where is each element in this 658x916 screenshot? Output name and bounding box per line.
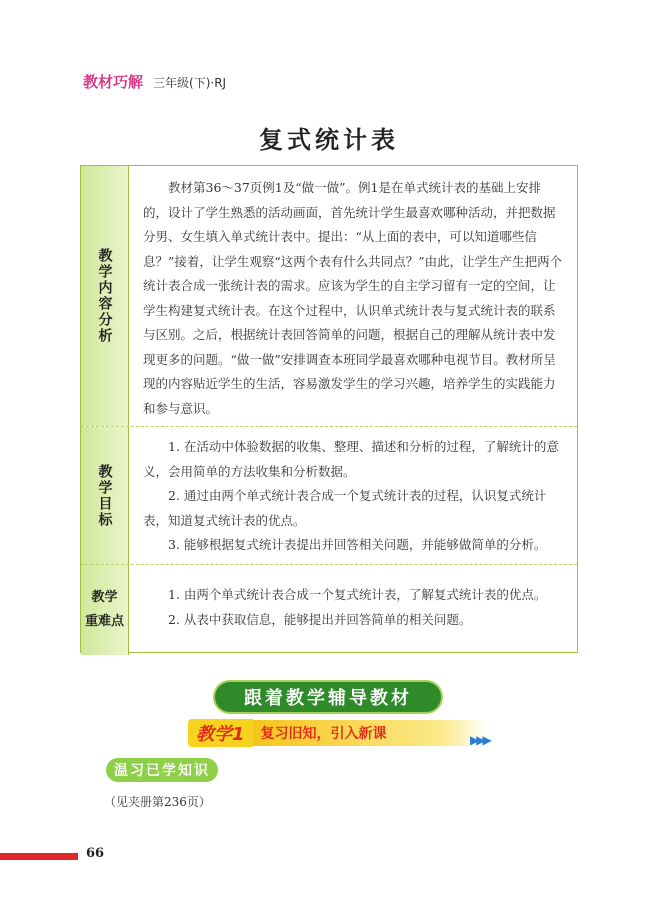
grade-label: 三年级(下)·RJ	[153, 76, 227, 90]
key-points-label-line2: 重难点	[84, 614, 124, 629]
key-points-row	[81, 564, 577, 655]
reference-note: （见夹册第236页）	[104, 795, 211, 809]
teaching-goals-text	[129, 427, 577, 565]
list-item: 3. 能够根据复式统计表提出并回答相关问题，并能够做简单的分析。	[168, 537, 547, 552]
lesson-heading	[188, 719, 488, 747]
footer-bar	[0, 853, 78, 860]
page-number: 66	[86, 846, 105, 861]
section-banner-text: 跟着教学辅导教材	[244, 688, 412, 709]
key-points-label-line1: 教学	[91, 590, 118, 605]
content-analysis-label: 教学内容分析	[96, 248, 113, 344]
paragraph: 教材第36～37页例1及“做一做”。例1是在单式统计表的基础上安排的，设计了学生熟悉的活动画面，首先统计学生最喜欢哪种活动，并把数据分男、女生填入单式统计表中。提出：“从上面的表中，可以知道哪些信息？”接着，让学生观察“这两个表有什么共同点？”由此，让学生产生把两个统计表合成一张统计表的需求。应该为学生的自主学习留有一定的空间，让学生构建复式统计表。在这个过程中，认识单式统计表与复式统计表的联系与区别。之后，根据统计表回答简单的问题，根据自己的理解从统计表中发现更多的问题。“做一做”安排调查本班同学最喜欢哪种电视节目。教材所呈现的内容贴近学生的生活，容易激发学生的学习兴趣，培养学生的实践能力和参与意识。	[143, 180, 563, 416]
brand-title: 教材巧解	[83, 73, 144, 91]
list-item: 1. 由两个单式统计表合成一个复式统计表，了解复式统计表的优点。	[168, 587, 547, 602]
analysis-table	[80, 165, 578, 653]
row-label-cell	[81, 427, 129, 565]
teaching-goals-row	[81, 426, 577, 565]
list-item: 2. 从表中获取信息，能够提出并回答简单的相关问题。	[168, 611, 472, 627]
row-label-cell	[81, 565, 129, 655]
section-banner	[213, 680, 443, 714]
list-item: 1. 在活动中体验数据的收集、整理、描述和分析的过程，了解统计的意义，会用简单的方法收集和分析数据。	[143, 439, 559, 479]
lesson-title: 复习旧知，引入新课	[253, 720, 488, 746]
list-item: 2. 通过由两个单式统计表合成一个复式统计表的过程，认识复式统计表，知道复式统计表的优点。	[143, 488, 547, 528]
review-tag: 温习已学知识	[106, 758, 218, 782]
lesson-tag: 教学1	[188, 719, 253, 747]
page-header	[83, 71, 226, 92]
page-title: 复式统计表	[259, 125, 399, 154]
key-points-label	[85, 586, 124, 634]
key-points-text	[129, 565, 577, 655]
content-analysis-text	[129, 166, 577, 426]
content-analysis-row	[81, 166, 577, 426]
teaching-goals-label: 教学目标	[96, 464, 113, 528]
arrows-icon: ▶▶▶	[470, 733, 489, 747]
row-label-cell	[81, 166, 129, 426]
